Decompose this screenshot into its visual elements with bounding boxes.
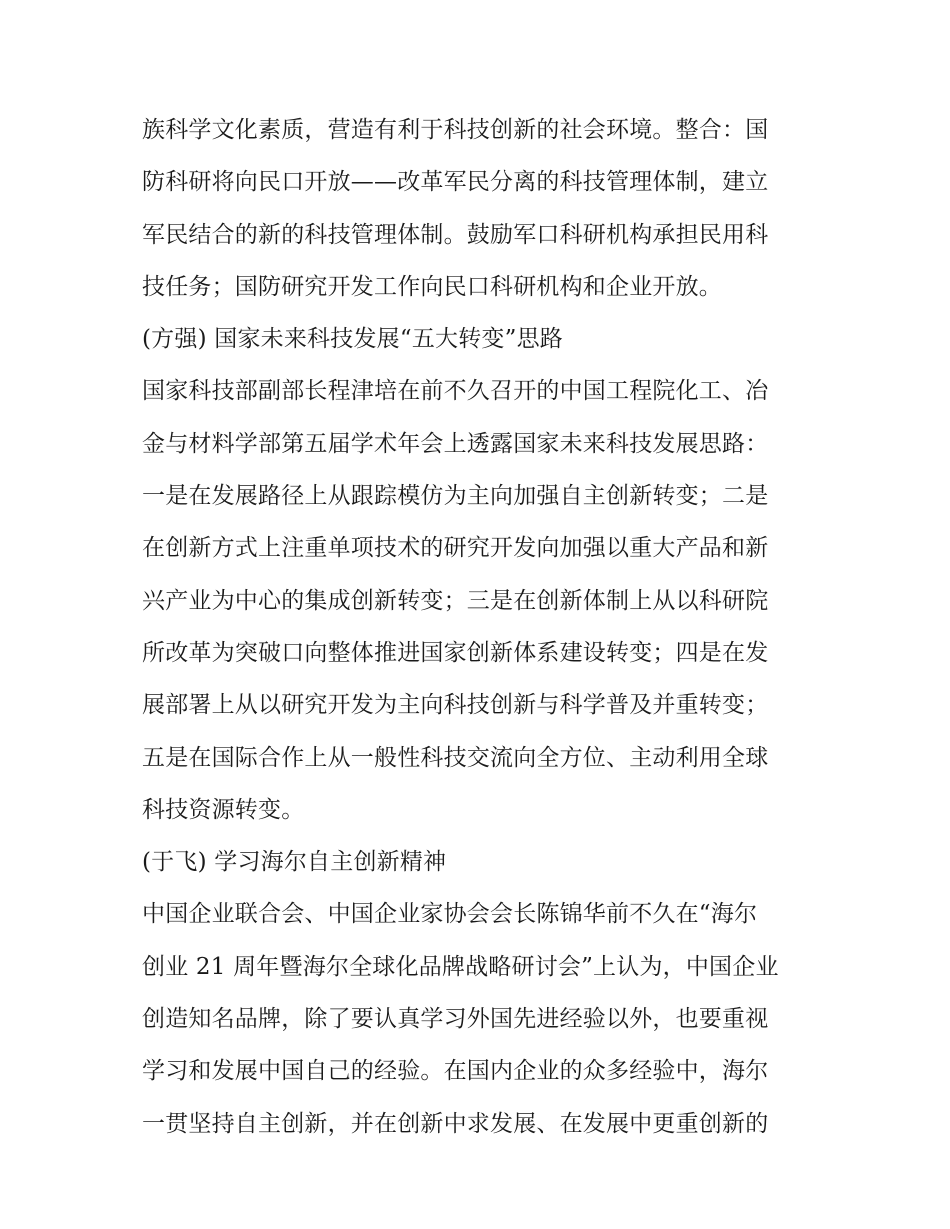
section-1-line: 兴产业为中心的集成创新转变；三是在创新体制上从以科研院 [142,587,769,614]
intro-line: 军民结合的新的科技管理体制。鼓励军口科研机构承担民用科 [142,221,769,248]
section-heading-haier-innovation: (于飞) 学习海尔自主创新精神 [142,849,447,876]
section-1-line: 所改革为突破口向整体推进国家创新体系建设转变；四是在发 [142,639,769,666]
section-1-line: 科技资源转变。 [142,796,305,823]
section-2-line: 中国企业联合会、中国企业家协会会长陈锦华前不久在“海尔 [142,901,758,928]
intro-line: 技任务；国防研究开发工作向民口科研机构和企业开放。 [142,273,722,300]
section-2-line: 一贯坚持自主创新，并在创新中求发展、在发展中更重创新的 [142,1110,769,1137]
section-2-line: 学习和发展中国自己的经验。在国内企业的众多经验中，海尔 [142,1058,769,1085]
intro-line: 防科研将向民口开放——改革军民分离的科技管理体制，建立 [142,169,769,196]
intro-line: 族科学文化素质，营造有利于科技创新的社会环境。整合：国 [142,117,769,143]
section-1-line: 国家科技部副部长程津培在前不久召开的中国工程院化工、冶 [142,378,769,405]
document-body [142,104,814,1150]
section-1-line: 展部署上从以研究开发为主向科技创新与科学普及并重转变； [142,692,769,719]
section-2-line: 创业 21 周年暨海尔全球化品牌战略研讨会”上认为，中国企业 [142,953,779,980]
section-2-line: 创造知名品牌，除了要认真学习外国先进经验以外，也要重视 [142,1006,769,1033]
section-1-line: 一是在发展路径上从跟踪模仿为主向加强自主创新转变；二是 [142,483,769,510]
section-heading-five-transformations: (方强) 国家未来科技发展“五大转变”思路 [142,326,563,353]
section-1-line: 金与材料学部第五届学术年会上透露国家未来科技发展思路： [142,430,769,457]
section-1-line: 五是在国际合作上从一般性科技交流向全方位、主动利用全球 [142,744,769,771]
section-1-line: 在创新方式上注重单项技术的研究开发向加强以重大产品和新 [142,535,769,562]
